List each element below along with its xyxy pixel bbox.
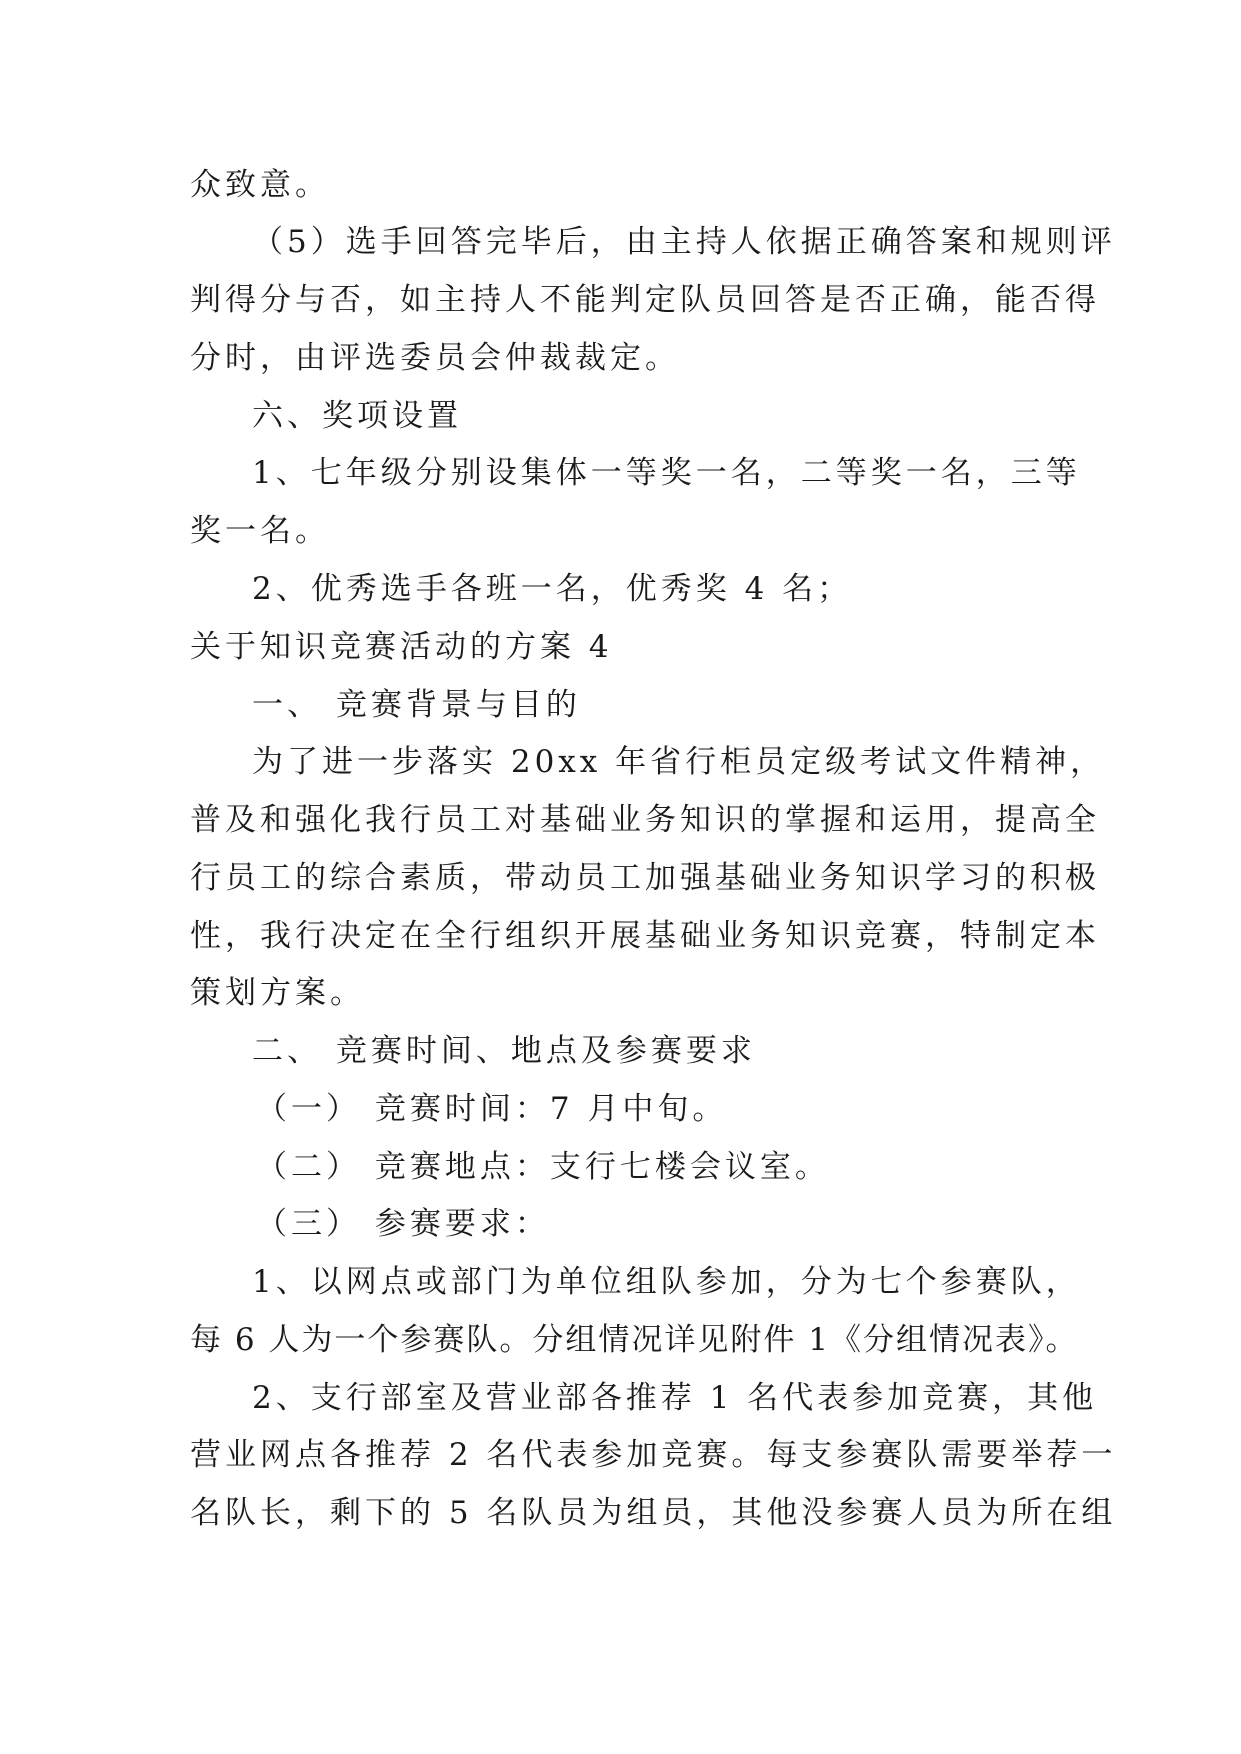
text-line: 众致意。 (190, 167, 330, 203)
text-line: （三） 参赛要求： (256, 1206, 550, 1242)
text-line: 奖一名。 (190, 513, 330, 549)
text-line: 为了进一步落实 20xx 年省行柜员定级考试文件精神， (252, 744, 1106, 780)
text-line: 1、以网点或部门为单位组队参加，分为七个参赛队， (252, 1264, 1081, 1300)
text-line: 2、优秀选手各班一名，优秀奖 4 名； (252, 571, 853, 607)
text-line: 营业网点各推荐 2 名代表参加竞赛。每支参赛队需要举荐一 (190, 1437, 1117, 1473)
text-line: 分时，由评选委员会仲裁裁定。 (190, 340, 680, 376)
section-heading: 二、 竞赛时间、地点及参赛要求 (252, 1033, 756, 1069)
text-line: （5）选手回答完毕后，由主持人依据正确答案和规则评 (252, 224, 1116, 260)
section-heading: 一、 竞赛背景与目的 (252, 687, 581, 723)
text-line: 普及和强化我行员工对基础业务知识的掌握和运用，提高全 (190, 802, 1100, 838)
section-heading: 六、奖项设置 (252, 398, 462, 434)
text-line: 策划方案。 (190, 975, 365, 1011)
text-line: 1、七年级分别设集体一等奖一名，二等奖一名，三等 (252, 455, 1081, 491)
text-line: 判得分与否，如主持人不能判定队员回答是否正确，能否得 (190, 282, 1100, 318)
text-line: 2、支行部室及营业部各推荐 1 名代表参加竞赛，其他 (252, 1380, 1098, 1416)
document-title: 关于知识竞赛活动的方案 4 (190, 629, 613, 665)
text-line: 名队长，剩下的 5 名队员为组员，其他没参赛人员为所在组 (190, 1495, 1117, 1531)
text-line: 行员工的综合素质，带动员工加强基础业务知识学习的积极 (190, 860, 1100, 896)
text-line: 性，我行决定在全行组织开展基础业务知识竞赛，特制定本 (190, 918, 1100, 954)
text-line: （一） 竞赛时间：7 月中旬。 (256, 1091, 728, 1127)
text-line: 每 6 人为一个参赛队。分组情况详见附件 1《分组情况表》。 (190, 1322, 1079, 1358)
text-line: （二） 竞赛地点：支行七楼会议室。 (256, 1149, 830, 1185)
